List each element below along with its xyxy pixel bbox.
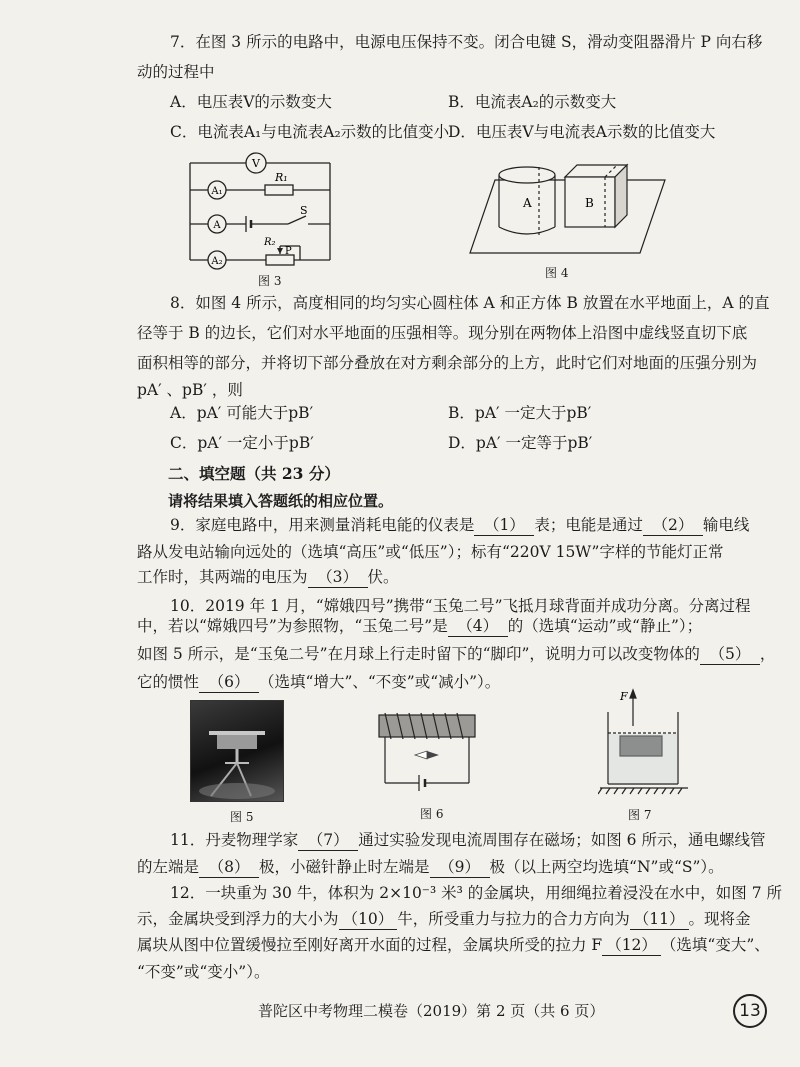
q11-text-1: 11．丹麦物理学家 — [170, 831, 299, 849]
page-number-mark: 13 — [733, 994, 767, 1028]
q8-option-a: A．pA′ 可能大于pB′ — [170, 404, 314, 422]
q12-line1: 12．一块重为 30 牛，体积为 2×10⁻³ 米³ 的金属块，用细绳拉着浸没在水中，如图 7 所 — [170, 884, 782, 902]
q8-line2: 径等于 B 的边长，它们对水平地面的压强相等。现分别在两物体上沿图中虚线竖直切下底 — [137, 324, 748, 342]
voltmeter-label: V — [252, 157, 260, 170]
q12-line3 — [137, 935, 770, 956]
blank-2: （2） — [643, 515, 703, 536]
q10-text-5: 它的惯性 — [137, 673, 200, 691]
q9-text-3: 输电线 — [702, 516, 750, 534]
q12-text-2: 牛，所受重力与拉力的合力方向为 — [397, 910, 630, 928]
q12-line2 — [137, 909, 751, 930]
q7-option-a: A．电压表V的示数变大 — [170, 93, 332, 111]
slider-p-label: P — [285, 246, 292, 257]
q8-option-b: B．pA′ 一定大于pB′ — [448, 404, 592, 422]
q7-stem-line1: 7．在图 3 所示的电路中，电源电压保持不变。闭合电键 S，滑动变阻器滑片 P 向右移 — [170, 33, 763, 51]
q12-line4: “不变”或“变小”）。 — [137, 963, 270, 981]
q7-stem-line2: 动的过程中 — [137, 63, 215, 81]
blank-10: （10） — [339, 909, 398, 930]
q8-line1: 8．如图 4 所示，高度相同的均匀实心圆柱体 A 和正方体 B 放置在水平地面上，A 的直 — [170, 294, 770, 312]
figure-7-beaker — [598, 688, 693, 803]
switch-s-label: S — [300, 204, 308, 217]
q8-option-d: D．pA′ 一定等于pB′ — [448, 434, 593, 452]
page-footer: 普陀区中考物理二模卷（2019）第 2 页（共 6 页） — [258, 1002, 605, 1020]
q9-line2: 路从发电站输向远处的（选填“高压”或“低压”）；标有“220V 15W”字样的节能灯正常 — [137, 543, 724, 561]
q8-line4: pA′ 、pB′ ，则 — [137, 381, 243, 399]
rover-illustration — [191, 701, 283, 801]
q9-text-4: 工作时，其两端的电压为 — [137, 568, 308, 586]
figure-5-caption: 图 5 — [230, 810, 254, 824]
ammeter-a-label: A — [213, 220, 221, 231]
q7-option-b: B．电流表A₂的示数变大 — [448, 93, 617, 111]
q12-text-3: 。现将金 — [688, 910, 751, 928]
q10-text-1: 中，若以“嫦娥四号”为参照物，“玉兔二号”是 — [137, 617, 448, 635]
figure-4-solids — [465, 155, 675, 265]
blank-8: （8） — [199, 857, 259, 878]
q8-option-c: C．pA′ 一定小于pB′ — [170, 434, 314, 452]
q12-text-5: （选填“变大”、 — [660, 936, 770, 954]
resistor-r1-label: R₁ — [275, 171, 288, 184]
q11-text-2: 通过实验发现电流周围存在磁场；如图 6 所示，通电螺线管 — [358, 831, 766, 849]
q10-text-4: ， — [759, 645, 776, 663]
q12-text-1: 示，金属块受到浮力的大小为 — [137, 910, 339, 928]
q10-line2 — [137, 616, 702, 637]
blank-4: （4） — [448, 616, 508, 637]
blank-6: （6） — [199, 672, 259, 693]
q9-line1 — [170, 515, 749, 536]
solid-b-label: B — [585, 196, 594, 210]
q11-line1 — [170, 830, 765, 851]
figure-4-caption: 图 4 — [545, 266, 569, 280]
q10-text-3: 如图 5 所示，是“玉兔二号”在月球上行走时留下的“脚印”，说明力可以改变物体的 — [137, 645, 700, 663]
force-f-label: F — [620, 690, 628, 703]
q9-text-5: 伏。 — [367, 568, 399, 586]
figure-6-caption: 图 6 — [420, 807, 444, 821]
q9-line3 — [137, 567, 399, 588]
q10-text-2: 的（选填“运动”或“静止”）； — [507, 617, 703, 635]
q11-text-3: 的左端是 — [137, 858, 200, 876]
figure-3-caption: 图 3 — [258, 274, 282, 288]
figure-6-solenoid — [365, 705, 490, 800]
blank-1: （1） — [474, 515, 534, 536]
q10-line3 — [137, 644, 775, 665]
ammeter-a1-label: A₁ — [211, 186, 223, 197]
q10-line4 — [137, 672, 500, 693]
q9-text-2: 表；电能是通过 — [534, 516, 643, 534]
q11-line2 — [137, 857, 724, 878]
blank-11: （11） — [630, 909, 689, 930]
rheostat-r2-label: R₂ — [264, 237, 276, 248]
q12-text-4: 属块从图中位置缓慢拉至刚好离开水面的过程，金属块所受的拉力 F — [137, 936, 603, 954]
figure-7-caption: 图 7 — [628, 808, 652, 822]
q7-option-c: C．电流表A₁与电流表A₂示数的比值变小 — [170, 123, 450, 141]
q10-line1: 10．2019 年 1 月，“嫦娥四号”携带“玉兔二号”飞抵月球背面并成功分离。分离过程 — [170, 597, 751, 615]
q8-line3: 面积相等的部分，并将切下部分叠放在对方剩余部分的上方，此时它们对地面的压强分别为 — [137, 354, 758, 372]
blank-3: （3） — [308, 567, 368, 588]
q9-text-1: 9．家庭电路中，用来测量消耗电能的仪表是 — [170, 516, 475, 534]
solid-a-label: A — [523, 196, 532, 210]
q7-option-d: D．电压表V与电流表A示数的比值变大 — [448, 123, 716, 141]
figure-5-rover-photo — [190, 700, 284, 802]
q11-text-4: 极，小磁针静止时左端是 — [259, 858, 430, 876]
ammeter-a2-label: A₂ — [211, 256, 223, 267]
figure-3-circuit — [180, 148, 350, 288]
blank-5: （5） — [700, 644, 760, 665]
section-2-title: 二、填空题（共 23 分） — [168, 464, 340, 483]
q11-text-5: 极（以上两空均选填“N”或“S”）。 — [489, 858, 724, 876]
q10-text-6: （选填“增大”、“不变”或“减小”）。 — [259, 673, 501, 691]
section-2-instruction: 请将结果填入答题纸的相应位置。 — [168, 492, 394, 510]
blank-12: （12） — [602, 935, 661, 956]
blank-7: （7） — [298, 830, 358, 851]
blank-9: （9） — [430, 857, 490, 878]
